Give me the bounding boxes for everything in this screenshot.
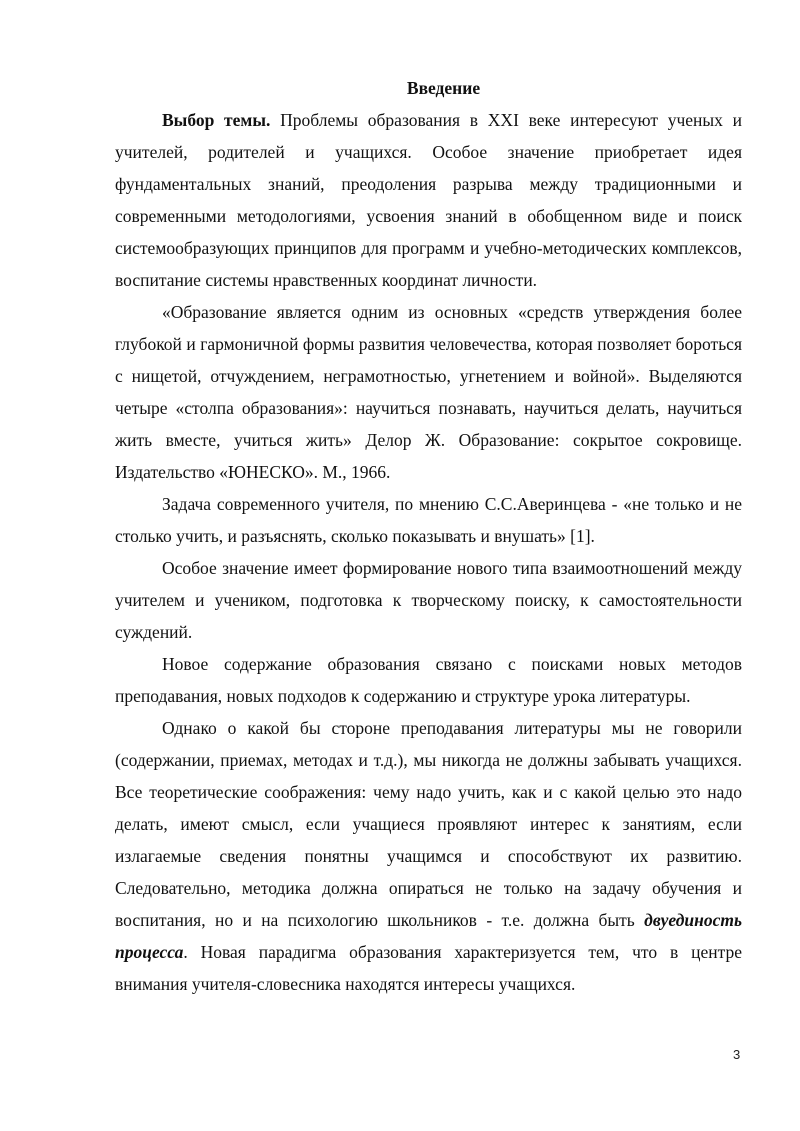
methodology-text-after: . Новая парадигма образования характеризуется тем, что в центре внимания учителя-словесника находятся интересы учащихся.	[115, 942, 742, 994]
paragraph-quote-delors: «Образование является одним из основных «средств утверждения более глубокой и гармоничной формы развития человечества, которая позволяет бороться с нищетой, отчуждением, неграмотностью, угнетением и войной». Выделяются четыре «столпа образования»: научиться познавать, научиться делать, научиться жить вместе, учиться жить» Делор Ж. Образование: сокрытое сокровище. Издательство «ЮНЕСКО». М., 1966.	[115, 302, 742, 482]
page-number: 3	[733, 1047, 741, 1062]
page-content	[115, 72, 742, 1000]
topic-choice-lead: Выбор темы.	[162, 110, 271, 130]
paragraph-methodology	[115, 712, 742, 1000]
paragraph-new-content: Новое содержание образования связано с поисками новых методов преподавания, новых подходов к содержанию и структуре урока литературы.	[115, 654, 742, 706]
topic-choice-text: Проблемы образования в XXI веке интересуют ученых и учителей, родителей и учащихся. Особое значение приобретает идея фундаментальных знаний, преодоления разрыва между традиционными и современными методологиями, усвоения знаний в обобщенном виде и поиск системообразующих принципов для программ и учебно-методических комплексов, воспитание системы нравственных координат личности.	[115, 110, 742, 290]
paragraph-topic-choice	[115, 104, 742, 296]
paragraph-relationships: Особое значение имеет формирование нового типа взаимоотношений между учителем и учеником, подготовка к творческому поиску, к самостоятельности суждений.	[115, 558, 742, 642]
section-title: Введение	[406, 78, 481, 98]
methodology-text-before: Однако о какой бы стороне преподавания литературы мы не говорили (содержании, приемах, методах и т.д.), мы никогда не должны забывать учащихся. Все теоретические соображения: чему надо учить, как и с какой целью это надо делать, имеют смысл, если учащиеся проявляют интерес к занятиям, если излагаемые сведения понятны учащимся и способствуют их развитию. Следовательно, методика должна опираться не только на задачу обучения и воспитания, но и на психологию школьников - т.е. должна быть	[115, 718, 742, 930]
paragraph-averintsev: Задача современного учителя, по мнению С.С.Аверинцева - «не только и не столько учить, и разъяснять, сколько показывать и внушать» [1].	[115, 494, 742, 546]
emphasis-dual-process: двуединость процесса	[115, 910, 742, 962]
